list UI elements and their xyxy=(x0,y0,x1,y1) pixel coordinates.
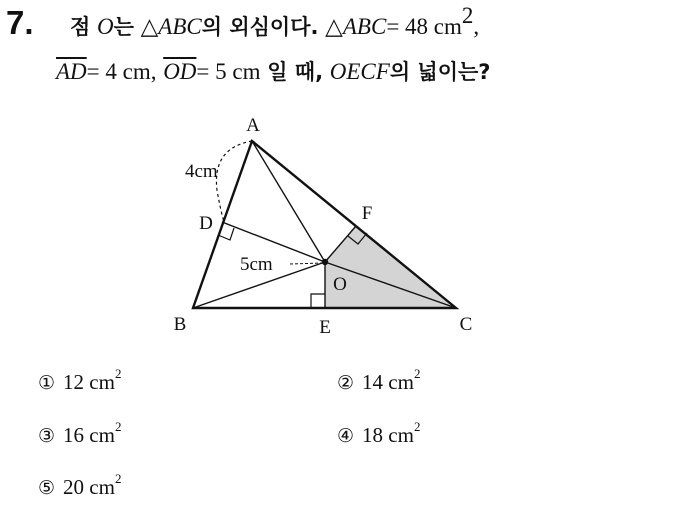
label-e: E xyxy=(319,317,331,338)
question-text: 점 xyxy=(70,15,91,39)
option-1[interactable] xyxy=(38,366,122,395)
option-value: 12 cm xyxy=(63,370,115,394)
label-c: C xyxy=(459,314,473,335)
segment-od: $\overline{OD}$ xyxy=(163,59,197,84)
option-3[interactable] xyxy=(38,419,122,448)
option-marker: ⑤ xyxy=(38,477,56,499)
area-exponent: 2 xyxy=(461,3,474,28)
question-number: 7. xyxy=(6,4,34,41)
option-marker: ③ xyxy=(38,425,56,447)
label-od-length: 5cm xyxy=(240,254,273,275)
label-o: O xyxy=(333,274,347,295)
option-5[interactable] xyxy=(38,471,122,500)
option-value: 14 cm xyxy=(362,370,414,394)
segment-ao xyxy=(252,141,325,262)
question-text: 는 xyxy=(113,15,134,39)
option-exponent: 2 xyxy=(114,471,122,486)
label-b: B xyxy=(173,314,187,335)
segment-od xyxy=(222,222,325,262)
option-exponent: 2 xyxy=(114,366,122,381)
label-a: A xyxy=(246,115,260,136)
triangle-symbol: △ xyxy=(325,14,343,39)
option-2[interactable] xyxy=(337,366,421,395)
comma: , xyxy=(473,14,480,39)
od-length-leader xyxy=(290,263,322,264)
option-value: 18 cm xyxy=(362,423,414,447)
comma: , xyxy=(150,59,157,84)
option-exponent: 2 xyxy=(413,419,421,434)
option-exponent: 2 xyxy=(114,419,122,434)
triangle-name: ABC xyxy=(342,14,387,39)
segment-od-value: = 5 cm xyxy=(196,59,261,84)
option-value: 16 cm xyxy=(63,423,115,447)
label-ad-length: 4cm xyxy=(185,161,218,182)
point-o-symbol: O xyxy=(96,14,114,39)
circumcenter-point xyxy=(322,259,328,265)
option-value: 20 cm xyxy=(63,475,115,499)
option-marker: ② xyxy=(337,372,355,394)
option-4[interactable] xyxy=(337,419,421,448)
triangle-name: ABC xyxy=(158,14,202,39)
option-exponent: 2 xyxy=(413,366,421,381)
label-d: D xyxy=(199,213,213,234)
segment-ad-value: = 4 cm xyxy=(86,59,151,84)
triangle-symbol: △ xyxy=(140,14,159,39)
option-marker: ④ xyxy=(337,425,355,447)
question-text: 의 넓이는? xyxy=(389,60,491,84)
segment-ad: $\overline{AD}$ xyxy=(56,59,87,84)
question-text: 의 외심이다. xyxy=(201,15,319,39)
question-text: 일 때, xyxy=(267,60,324,84)
label-f: F xyxy=(361,203,373,224)
right-angle-mark-e xyxy=(311,294,325,308)
option-marker: ① xyxy=(38,372,56,394)
area-value: = 48 cm xyxy=(386,14,462,39)
quadrilateral-name: OECF xyxy=(329,59,390,84)
